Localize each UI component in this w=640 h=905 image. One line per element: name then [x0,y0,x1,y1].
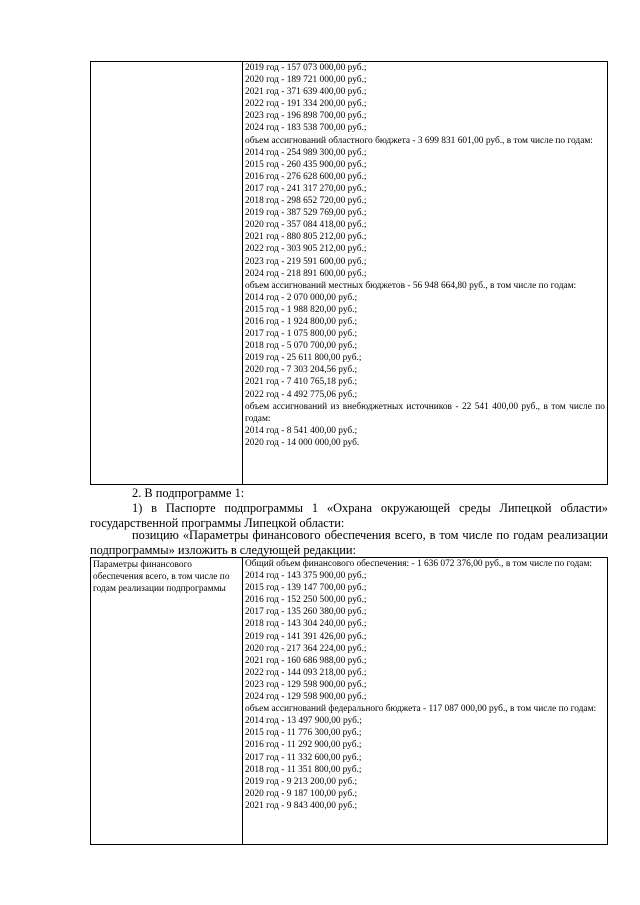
table-line: 2014 год - 143 375 900,00 руб.; [245,571,367,582]
table-line: 2018 год - 143 304 240,00 руб.; [245,619,367,630]
table-line: 2019 год - 25 611 800,00 руб.; [245,353,362,364]
section-heading: 2. В подпрограмме 1: [132,486,245,500]
table-line: объем ассигнований местных бюджетов - 56 948 664,80 руб., в том числе по годам: [245,280,577,291]
table-line: 2023 год - 196 898 700,00 руб.; [245,111,367,122]
table-line: 2023 год - 219 591 600,00 руб.; [245,256,367,267]
table-line: 2017 год - 1 075 800,00 руб.; [245,329,358,340]
table-line: 2024 год - 183 538 700,00 руб.; [245,123,367,134]
table-line: 2017 год - 135 260 380,00 руб.; [245,607,367,618]
table-line: 2016 год - 11 292 900,00 руб.; [245,740,362,751]
table-line: 2024 год - 129 598 900,00 руб.; [245,692,367,703]
table-line: 2017 год - 241 317 270,00 руб.; [245,183,367,194]
table-line: 2022 год - 303 905 212,00 руб.; [245,244,367,255]
table-line: 2014 год - 254 989 300,00 руб.; [245,147,367,158]
table-line: 2014 год - 8 541 400,00 руб.; [245,425,358,436]
table-line: 2022 год - 4 492 775,06 руб.; [245,389,358,400]
table-line: 2023 год - 129 598 900,00 руб.; [245,679,367,690]
table-line: объем ассигнований федерального бюджета - 117 087 000,00 руб., в том числе по годам: [245,704,597,715]
table-line: 2019 год - 141 391 426,00 руб.; [245,631,367,642]
table-line: 2020 год - 14 000 000,00 руб. [245,437,360,448]
table-line: 2015 год - 1 988 820,00 руб.; [245,304,358,315]
table-line: 2021 год - 7 410 765,18 руб.; [245,377,358,388]
table-line: 2014 год - 13 497 900,00 руб.; [245,716,362,727]
table-line: 2021 год - 880 805 212,00 руб.; [245,232,367,243]
table-line: 2017 год - 11 332 600,00 руб.; [245,752,362,763]
table-line: 2021 год - 371 639 400,00 руб.; [245,87,367,98]
table-line: 2016 год - 276 628 600,00 руб.; [245,171,367,182]
paragraph: 1) в Паспорте подпрограммы 1 «Охрана окружающей среды Липецкой области» государственной программы Липецкой области: [90,501,608,530]
table-line: 2015 год - 260 435 900,00 руб.; [245,159,367,170]
table-right-cell [243,62,607,484]
table-left-cell [91,62,243,484]
table-line: 2020 год - 217 364 224,00 руб.; [245,643,367,654]
table-line: 2018 год - 298 652 720,00 руб.; [245,196,367,207]
table-line: 2019 год - 387 529 769,00 руб.; [245,208,367,219]
paragraph: позицию «Параметры финансового обеспечения всего, в том числе по годам реализации подпрограммы» изложить в следующей редакции: [90,528,608,557]
table-line: 2020 год - 189 721 000,00 руб.; [245,75,367,86]
table-line: 2021 год - 160 686 988,00 руб.; [245,655,367,666]
table-line: 2021 год - 9 843 400,00 руб.; [245,800,358,811]
table-line: объем ассигнований областного бюджета - 3 699 831 601,00 руб., в том числе по годам: [245,135,593,146]
table-right-cell [243,558,607,844]
table-line: 2019 год - 157 073 000,00 руб.; [245,63,367,73]
table-line: 2016 год - 152 250 500,00 руб.; [245,595,367,606]
table-line: 2019 год - 9 213 200,00 руб.; [245,776,358,787]
table-line: 2020 год - 357 084 418,00 руб.; [245,220,367,231]
table-line: 2018 год - 11 351 800,00 руб.; [245,764,362,775]
table-line: 2018 год - 5 070 700,00 руб.; [245,341,358,352]
financing-table-continued [90,61,608,485]
table-line: 2016 год - 1 924 800,00 руб.; [245,316,358,327]
table-left-cell: Параметры финансового обеспечения всего, в том числе по годам реализации подпрограммы [91,558,243,844]
financing-table [90,557,608,845]
table-line: 2022 год - 144 093 218,00 руб.; [245,667,367,678]
table-line: Общий объем финансового обеспечения: - 1 636 072 376,00 руб., в том числе по годам: [245,559,592,569]
table-line: 2020 год - 7 303 204,56 руб.; [245,365,358,376]
table-line: 2015 год - 139 147 700,00 руб.; [245,583,367,594]
table-line: 2014 год - 2 070 000,00 руб.; [245,292,358,303]
table-line: 2022 год - 191 334 200,00 руб.; [245,99,367,110]
table-line: объем ассигнований из внебюджетных источников - 22 541 400,00 руб., в том числе по годам: [245,401,605,424]
table-line: 2020 год - 9 187 100,00 руб.; [245,788,358,799]
table-line: 2024 год - 218 891 600,00 руб.; [245,268,367,279]
table-line: 2015 год - 11 776 300,00 руб.; [245,728,362,739]
